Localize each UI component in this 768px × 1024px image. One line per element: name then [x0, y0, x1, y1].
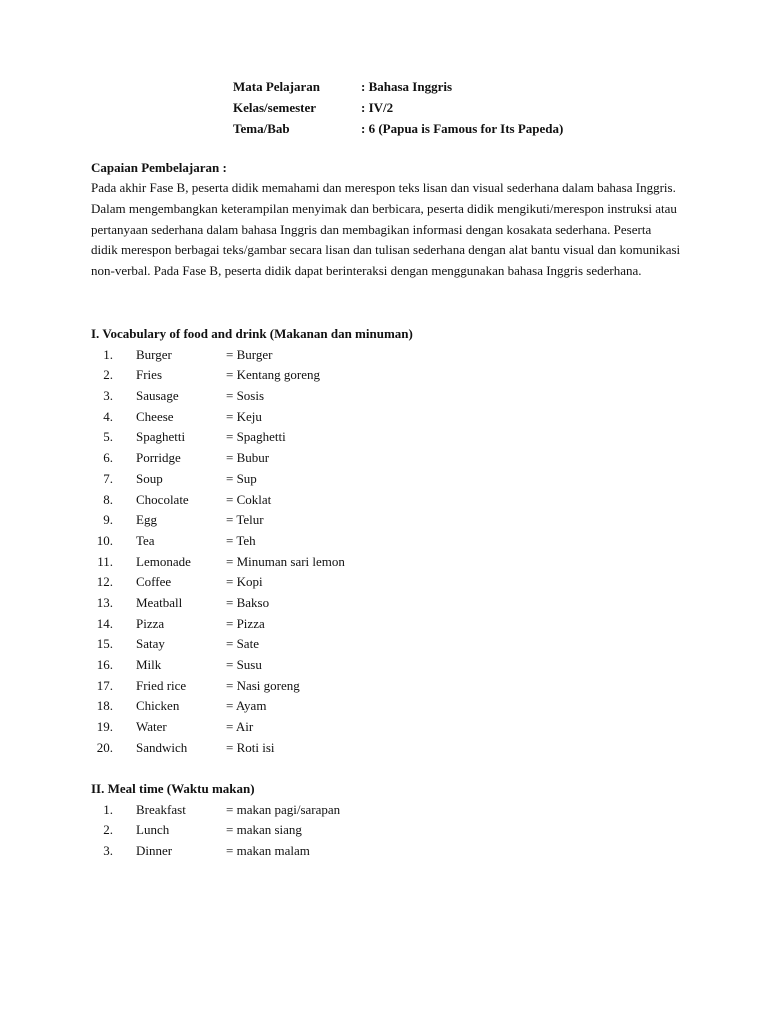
vocabulary-title: I. Vocabulary of food and drink (Makanan dan minuman): [91, 326, 413, 341]
list-item: [91, 634, 681, 655]
item-number: 8.: [103, 491, 113, 507]
item-word: Soup: [136, 470, 163, 486]
header-value: : 6 (Papua is Famous for Its Papeda): [361, 121, 564, 136]
item-translation: = Burger: [226, 346, 273, 362]
item-word: Tea: [136, 532, 155, 548]
vocabulary-list: [91, 345, 681, 759]
list-item: [91, 365, 681, 386]
header-value: : Bahasa Inggris: [361, 79, 453, 94]
item-number: 10.: [96, 532, 113, 548]
item-translation: = Roti isi: [226, 739, 275, 755]
list-item: [91, 841, 681, 862]
item-translation: = Kopi: [226, 574, 263, 590]
item-number: 12.: [96, 574, 113, 590]
item-word: Porridge: [136, 450, 181, 466]
list-item: [91, 510, 681, 531]
item-word: Dinner: [136, 843, 173, 859]
item-number: 5.: [103, 429, 113, 445]
item-word: Meatball: [136, 594, 183, 610]
item-translation: = Bakso: [226, 594, 270, 610]
item-number: 3.: [103, 843, 113, 859]
item-translation: = Minuman sari lemon: [226, 553, 345, 569]
list-item: [91, 717, 681, 738]
item-number: 1.: [103, 801, 113, 817]
list-item: [91, 386, 681, 407]
item-translation: = Air: [226, 719, 254, 735]
item-number: 3.: [103, 388, 113, 404]
meal-time-title: II. Meal time (Waktu makan): [91, 781, 255, 796]
header-row-subject: [233, 76, 563, 97]
item-number: 18.: [96, 698, 113, 714]
item-number: 20.: [96, 739, 113, 755]
item-number: 13.: [96, 594, 113, 610]
item-translation: = Susu: [226, 657, 262, 673]
list-item: [91, 407, 681, 428]
list-item: [91, 469, 681, 490]
item-word: Lemonade: [136, 553, 191, 569]
learning-outcomes-section: [91, 158, 681, 282]
meal-time-list: [91, 800, 681, 862]
item-translation: = Coklat: [226, 491, 272, 507]
item-word: Spaghetti: [136, 429, 186, 445]
header-key: Kelas/semester: [233, 100, 317, 115]
item-translation: = Kentang goreng: [226, 367, 320, 383]
item-translation: = Keju: [226, 408, 262, 424]
item-word: Burger: [136, 346, 172, 362]
item-number: 15.: [96, 636, 113, 652]
list-item: [91, 552, 681, 573]
header-value: : IV/2: [361, 100, 394, 115]
list-item: [91, 593, 681, 614]
list-item: [91, 676, 681, 697]
item-translation: = makan malam: [226, 843, 310, 859]
meal-time-section: [91, 779, 681, 862]
item-translation: = Spaghetti: [226, 429, 286, 445]
item-number: 19.: [96, 719, 113, 735]
list-item: [91, 696, 681, 717]
item-word: Breakfast: [136, 801, 186, 817]
item-translation: = Nasi goreng: [226, 677, 300, 693]
item-word: Milk: [136, 657, 162, 673]
item-translation: = Sate: [226, 636, 259, 652]
list-item: [91, 800, 681, 821]
item-translation: = makan siang: [226, 822, 302, 838]
item-word: Pizza: [136, 615, 165, 631]
learning-outcomes-text: Pada akhir Fase B, peserta didik memahami dan merespon teks lisan dan visual sederhana dalam bahasa Inggris. Dalam mengembangkan keterampilan menyimak dan berbicara, peserta didik mengikuti/merespon instruksi atau pertanyaan sederhana dalam bahasa Inggris dan membagikan informasi dengan kosakata sederhana. Peserta didik merespon berbagai teks/gambar secara lisan dan tulisan sederhana dengan alat bantu visual dan komunikasi non-verbal. Pada Fase B, peserta didik dapat berinteraksi dengan menggunakan bahasa Inggris sederhana.: [91, 180, 681, 279]
item-number: 2.: [103, 367, 113, 383]
document-header: [233, 76, 563, 139]
header-key: Mata Pelajaran: [233, 79, 321, 94]
header-row-class: [233, 97, 563, 118]
item-word: Sausage: [136, 388, 179, 404]
item-word: Coffee: [136, 574, 172, 590]
item-translation: = Telur: [226, 512, 264, 528]
item-number: 9.: [103, 512, 113, 528]
item-number: 2.: [103, 822, 113, 838]
list-item: [91, 614, 681, 635]
list-item: [91, 345, 681, 366]
item-word: Lunch: [136, 822, 170, 838]
header-row-theme: [233, 118, 563, 139]
item-word: Chocolate: [136, 491, 189, 507]
item-number: 17.: [96, 677, 113, 693]
item-word: Fried rice: [136, 677, 187, 693]
item-word: Cheese: [136, 408, 174, 424]
item-number: 11.: [97, 553, 113, 569]
list-item: [91, 427, 681, 448]
list-item: [91, 490, 681, 511]
list-item: [91, 738, 681, 759]
item-translation: = Pizza: [226, 615, 265, 631]
item-number: 7.: [103, 470, 113, 486]
item-translation: = Ayam: [226, 698, 267, 714]
vocabulary-section: [91, 324, 681, 758]
item-number: 14.: [96, 615, 113, 631]
list-item: [91, 820, 681, 841]
item-word: Satay: [136, 636, 165, 652]
item-word: Fries: [136, 367, 162, 383]
item-number: 16.: [96, 657, 113, 673]
item-number: 1.: [103, 346, 113, 362]
item-word: Chicken: [136, 698, 180, 714]
learning-outcomes-title: Capaian Pembelajaran :: [91, 160, 227, 175]
list-item: [91, 531, 681, 552]
item-word: Sandwich: [136, 739, 188, 755]
item-word: Water: [136, 719, 167, 735]
item-word: Egg: [136, 512, 157, 528]
list-item: [91, 655, 681, 676]
list-item: [91, 448, 681, 469]
item-translation: = Sup: [226, 470, 257, 486]
item-translation: = Sosis: [226, 388, 265, 404]
item-translation: = makan pagi/sarapan: [226, 801, 341, 817]
item-translation: = Bubur: [226, 450, 270, 466]
item-number: 4.: [103, 408, 113, 424]
header-key: Tema/Bab: [233, 121, 290, 136]
item-number: 6.: [103, 450, 113, 466]
list-item: [91, 572, 681, 593]
item-translation: = Teh: [226, 532, 256, 548]
